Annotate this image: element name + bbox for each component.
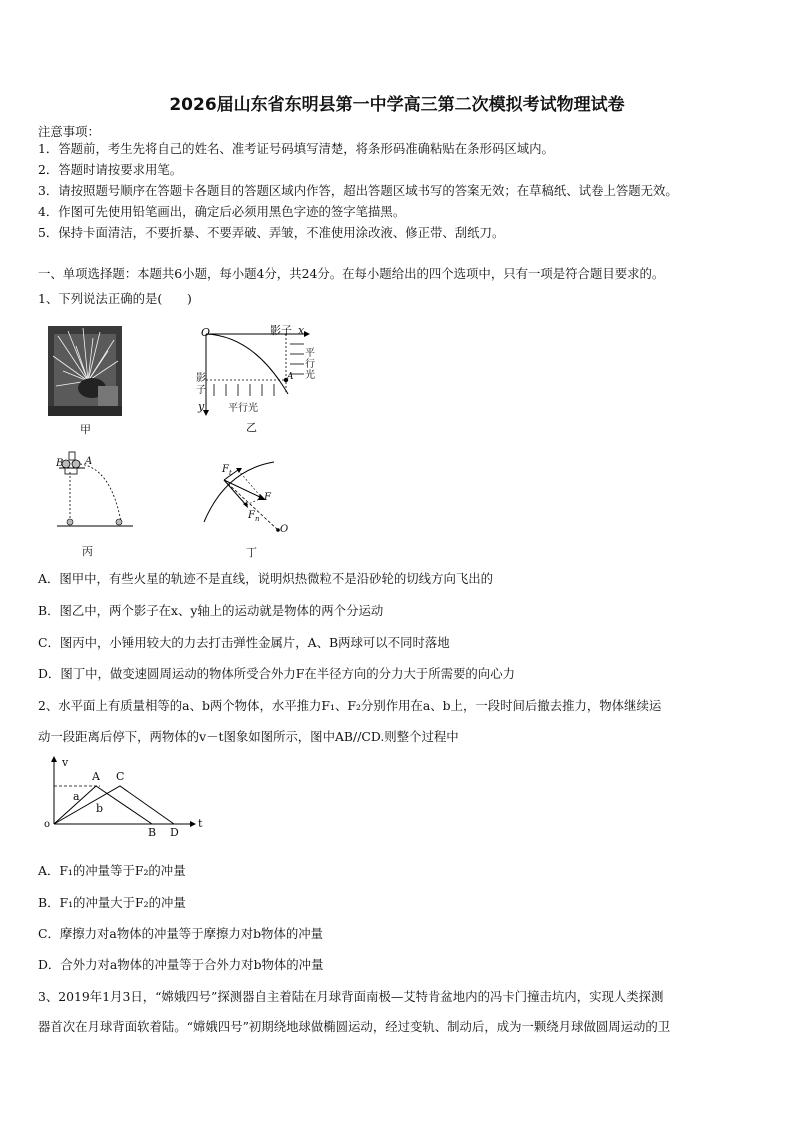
graph-line-a-label: a bbox=[73, 790, 80, 803]
note-item: 1．答题前，考生先将自己的姓名、准考证号码填写清楚，将条形码准确粘贴在条形码区域内。 bbox=[38, 141, 554, 156]
note-item: 5．保持卡面清洁，不要折暴、不要弄破、弄皱，不准使用涂改液、修正带、刮纸刀。 bbox=[38, 225, 505, 240]
question-2-option-b: B．F₁的冲量大于F₂的冲量 bbox=[38, 895, 186, 910]
figure-yi-shadow-top-label: 影子 bbox=[270, 324, 292, 337]
ft-subscript: t bbox=[228, 469, 232, 477]
figure-yi-x-label: x bbox=[298, 324, 305, 337]
figure-bing-b-label: B bbox=[56, 458, 64, 469]
fn-subscript: n bbox=[254, 515, 260, 523]
graph-t-axis-label: t bbox=[198, 817, 203, 830]
question-1-option-d: D．图丁中，做变速圆周运动的物体所受合外力F在半径方向的分力大于所需要的向心力 bbox=[38, 666, 515, 681]
question-3-line-2: 器首次在月球背面软着陆。“嫦娥四号”初期绕地球做椭圆运动，经过变轨、制动后，成为一颗绕月球做圆周运动的卫 bbox=[38, 1019, 671, 1034]
question-3-line-1: 3、2019年1月3日，“嫦娥四号”探测器自主着陆在月球背面南极—艾特肯盆地内的冯卡门撞击坑内，实现人类探测 bbox=[38, 989, 664, 1004]
question-2-option-a: A．F₁的冲量等于F₂的冲量 bbox=[38, 863, 186, 878]
figure-yi-a-label: A bbox=[287, 372, 294, 382]
figure-ding-fn-label bbox=[248, 510, 259, 523]
notes-heading: 注意事项： bbox=[38, 124, 100, 139]
figure-yi-parallel-light-right-3: 光 bbox=[305, 370, 315, 381]
figure-yi-origin-label: O bbox=[201, 326, 211, 339]
ft-symbol: F bbox=[222, 464, 229, 475]
figure-ding-f-label: F bbox=[264, 492, 271, 503]
graph-line-b-label: b bbox=[96, 802, 104, 815]
question-1-option-a: A．图甲中，有些火星的轨迹不是直线，说明炽热微粒不是沿砂轮的切线方向飞出的 bbox=[38, 571, 494, 586]
question-1-option-c: C．图丙中，小锤用较大的力去打击弹性金属片，A、B两球可以不同时落地 bbox=[38, 635, 450, 650]
section-heading: 一、单项选择题：本题共6小题，每小题4分，共24分。在每小题给出的四个选项中，只有一项是符合题目要求的。 bbox=[38, 266, 665, 281]
graph-point-d-label: D bbox=[170, 826, 179, 839]
figure-bing-caption: 丙 bbox=[82, 545, 93, 558]
figure-yi-shadow-left-2: 子 bbox=[196, 385, 206, 396]
figure-yi-parallel-light-right-2: 行 bbox=[305, 359, 315, 370]
question-2-option-c: C．摩擦力对a物体的冲量等于摩擦力对b物体的冲量 bbox=[38, 926, 324, 941]
figure-yi-caption: 乙 bbox=[246, 421, 257, 434]
figure-bing-diagram bbox=[55, 452, 135, 527]
question-1-stem: 1、下列说法正确的是( ) bbox=[38, 291, 192, 306]
question-2-stem-line-2: 动一段距离后停下，两物体的v－t图象如图所示，图中AB//CD.则整个过程中 bbox=[38, 729, 459, 744]
graph-point-b-label: B bbox=[148, 826, 157, 839]
graph-origin-label: o bbox=[44, 819, 51, 830]
figure-jia-sparks-image bbox=[48, 326, 122, 416]
figure-ding-o-label: O bbox=[280, 524, 289, 535]
figure-ding-ft-label bbox=[222, 464, 232, 477]
graph-v-axis-label: v bbox=[62, 756, 69, 769]
figure-yi-shadow-left-1: 影 bbox=[196, 373, 206, 384]
question-2-stem-line-1: 2、水平面上有质量相等的a、b两个物体，水平推力F₁、F₂分别作用在a、b上，一段时间后撤去推力，物体继续运 bbox=[38, 698, 662, 713]
note-item: 2．答题时请按要求用笔。 bbox=[38, 162, 183, 177]
figure-yi-parallel-light-bottom: 平行光 bbox=[228, 403, 258, 414]
note-item: 4．作图可先使用铅笔画出，确定后必须用黑色字迹的签字笔描黑。 bbox=[38, 204, 406, 219]
question-2-option-d: D．合外力对a物体的冲量等于合外力对b物体的冲量 bbox=[38, 957, 324, 972]
graph-point-c-label: C bbox=[116, 770, 125, 783]
question-1-option-b: B．图乙中，两个影子在x、y轴上的运动就是物体的两个分运动 bbox=[38, 603, 384, 618]
figure-yi-parallel-light-right-1: 平 bbox=[305, 348, 315, 359]
figure-yi-y-label: y bbox=[198, 400, 205, 413]
graph-point-a-label: A bbox=[92, 770, 100, 783]
figure-bing-a-label: A bbox=[85, 456, 93, 467]
exam-title: 2026届山东省东明县第一中学高三第二次模拟考试物理试卷 bbox=[169, 95, 625, 115]
figure-ding-caption: 丁 bbox=[246, 546, 257, 559]
note-item: 3．请按照题号顺序在答题卡各题目的答题区域内作答，超出答题区域书写的答案无效；在草稿纸、试卷上答题无效。 bbox=[38, 183, 678, 198]
figure-jia-caption: 甲 bbox=[80, 423, 91, 436]
fn-symbol: F bbox=[248, 510, 255, 521]
